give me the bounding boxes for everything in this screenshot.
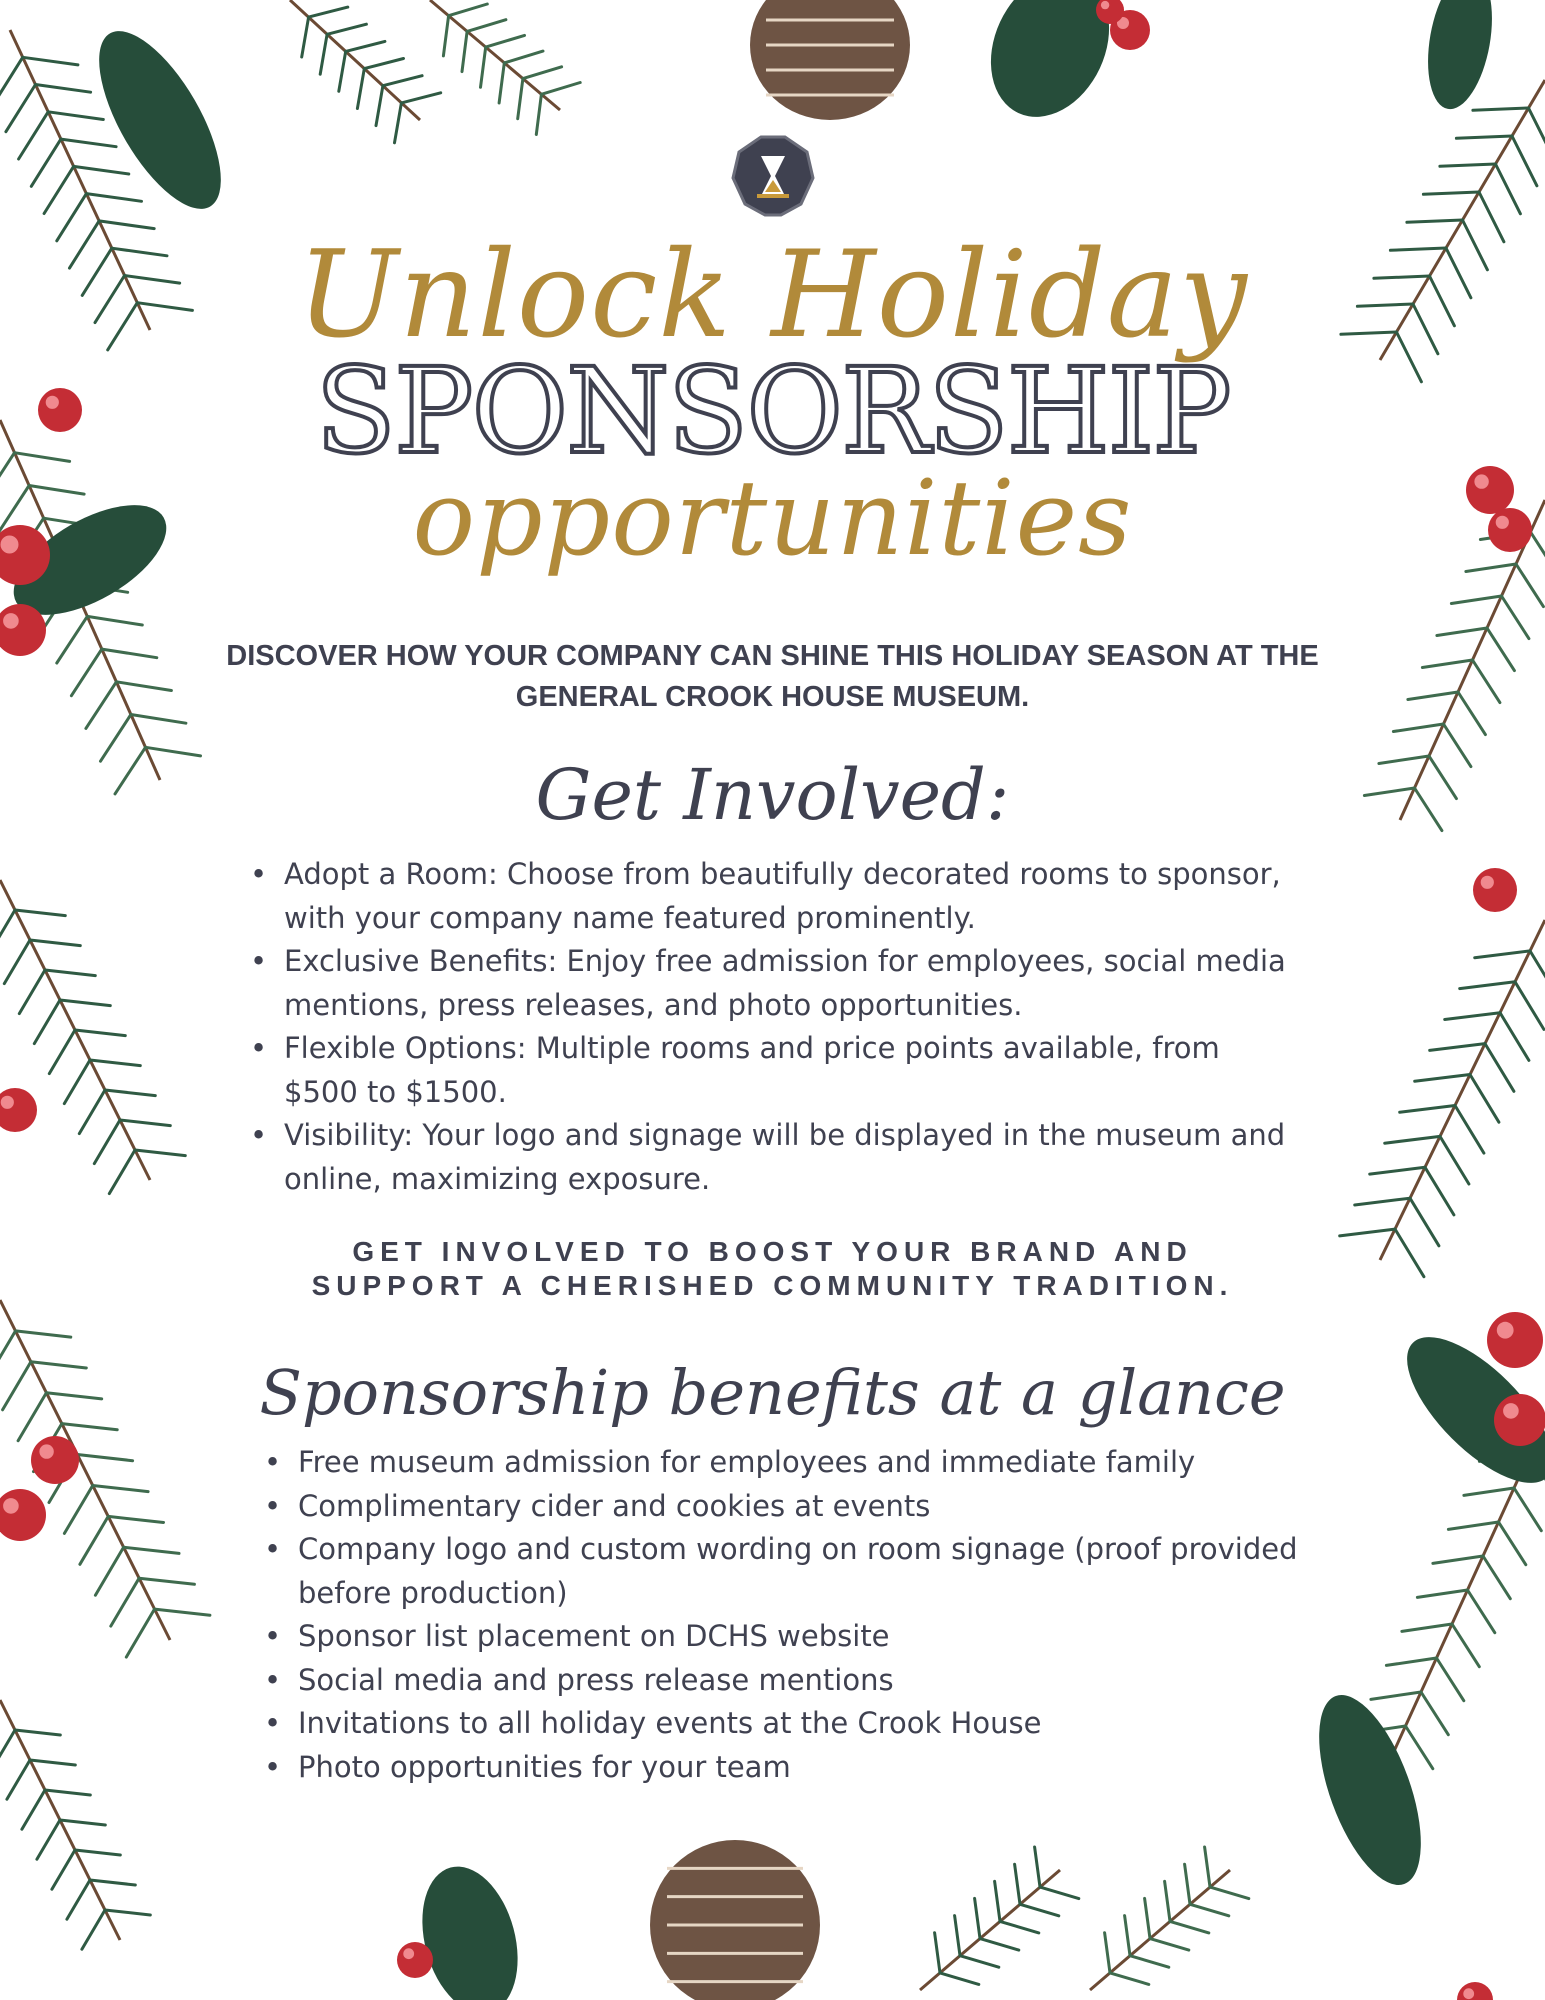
list-item: • Photo opportunities for your team xyxy=(264,1746,1314,1790)
list-item: • Sponsor list placement on DCHS website xyxy=(264,1615,1314,1659)
list-item: • Invitations to all holiday events at the Crook House xyxy=(264,1702,1314,1746)
list-item: • Exclusive Benefits: Enjoy free admission for employees, social media mentions, press releases, and photo opportunities. xyxy=(250,940,1290,1027)
hourglass-icon xyxy=(731,134,815,218)
callout-line: SUPPORT A CHERISHED COMMUNITY TRADITION. xyxy=(311,1270,1234,1301)
get-involved-heading: Get Involved: xyxy=(535,754,1010,836)
list-item: • Visibility: Your logo and signage will be displayed in the museum and online, maximizing exposure. xyxy=(250,1114,1290,1201)
benefits-list xyxy=(264,1441,1314,1789)
title-opportunities: opportunities xyxy=(412,457,1133,579)
list-item: • Social media and press release mentions xyxy=(264,1659,1314,1703)
benefits-heading: Sponsorship benefits at a glance xyxy=(259,1356,1286,1429)
list-item: • Flexible Options: Multiple rooms and price points available, from $500 to $1500. xyxy=(250,1027,1290,1114)
list-item: • Adopt a Room: Choose from beautifully decorated rooms to sponsor, with your company name featured prominently. xyxy=(250,853,1290,940)
title-unlock-holiday: Unlock Holiday xyxy=(297,226,1248,365)
list-item: • Free museum admission for employees and immediate family xyxy=(264,1441,1314,1485)
get-involved-list xyxy=(250,853,1290,1201)
callout-line: GET INVOLVED TO BOOST YOUR BRAND AND xyxy=(352,1236,1193,1267)
intro-text: DISCOVER HOW YOUR COMPANY CAN SHINE THIS HOLIDAY SEASON AT THE GENERAL CROOK HOUSE MUSEUM. xyxy=(226,640,1319,713)
list-item: • Complimentary cider and cookies at events xyxy=(264,1485,1314,1529)
list-item: • Company logo and custom wording on room signage (proof provided before production) xyxy=(264,1528,1314,1615)
title-sponsorship: SPONSORSHIP xyxy=(315,342,1230,480)
callout xyxy=(180,1235,1365,1303)
